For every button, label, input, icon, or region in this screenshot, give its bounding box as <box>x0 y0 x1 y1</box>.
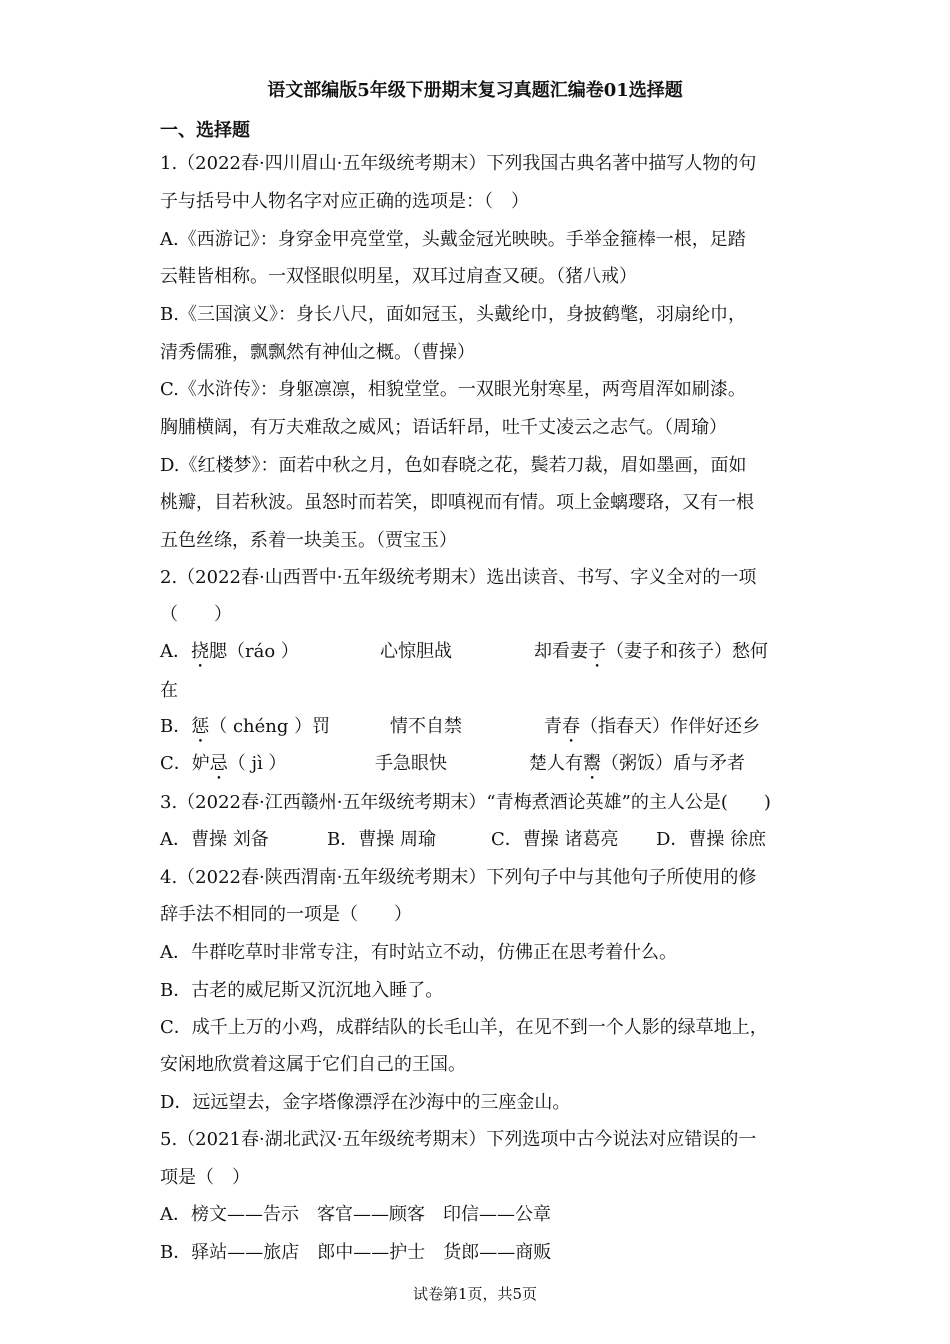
q1-option-d-line3: 五色丝绦，系着一块美玉。（贾宝玉） <box>160 530 457 551</box>
q4-option-c-line2: 安闲地欣赏着这属于它们自己的王国。 <box>160 1054 466 1075</box>
q3-option-c: C．曹操 诸葛亮 <box>491 829 619 850</box>
q2-stem-line1: 2.（2022春·山西晋中·五年级统考期末）选出读音、书写、字义全对的一项 <box>160 567 757 588</box>
q2-c-dotted-char: 忌 <box>209 753 228 774</box>
q2-option-c <box>160 752 287 784</box>
q1-stem-line1: 1.（2022春·四川眉山·五年级统考期末）下列我国古典名著中描写人物的句 <box>160 153 757 174</box>
q4-option-b: B．古老的威尼斯又沉沉地入睡了。 <box>160 980 444 1001</box>
q2-stem-line2: （ ） <box>160 604 232 625</box>
section-heading: 一、选择题 <box>160 120 250 141</box>
q2-option-b <box>160 715 330 747</box>
q2-a-phrase: 心惊胆战 <box>380 641 452 662</box>
q2-b-poem-part1: 青 <box>544 716 562 737</box>
q1-stem-line2: 子与括号中人物名字对应正确的选项是：（ ） <box>160 191 529 212</box>
q3-option-a: A．曹操 刘备 <box>160 829 269 850</box>
q2-b-poem-part2: （指春天）作伴好还乡 <box>580 716 760 737</box>
q2-b-dotted-char: 惩 <box>191 716 210 737</box>
q2-a-word: 腮（ráo ） <box>209 641 299 662</box>
q2-c-poem <box>529 752 745 784</box>
q2-a-poem-dotted: 子 <box>588 641 606 662</box>
q2-a-dotted-char: 挠 <box>191 641 209 662</box>
q5-option-a: A．榜文——告示 客官——顾客 印信——公章 <box>160 1204 551 1225</box>
q4-option-d: D．远远望去，金字塔像漂浮在沙海中的三座金山。 <box>160 1092 571 1113</box>
q2-a-continuation: 在 <box>160 680 178 701</box>
q4-stem-line1: 4.（2022春·陕西渭南·五年级统考期末）下列句子中与其他句子所使用的修 <box>160 867 757 888</box>
q3-option-b: B．曹操 周瑜 <box>327 829 436 850</box>
q2-c-poem-part2: （粥饭）盾与矛者 <box>601 753 745 774</box>
q2-a-poem-part1: 却看妻 <box>534 641 588 662</box>
q2-b-prefix: B． <box>160 716 192 737</box>
q2-c-phrase: 手急眼快 <box>375 753 447 774</box>
q2-b-poem <box>544 715 760 747</box>
q1-option-c-line1: C.《水浒传》：身躯凛凛，相貌堂堂。一双眼光射寒星，两弯眉浑如刷漆。 <box>160 379 746 400</box>
q3-stem: 3.（2022春·江西赣州·五年级统考期末）“青梅煮酒论英雄”的主人公是( ) <box>160 792 771 813</box>
q1-option-d-line1: D.《红楼梦》：面若中秋之月，色如春晓之花，鬓若刀裁，眉如墨画，面如 <box>160 455 747 476</box>
q4-stem-line2: 辞手法不相同的一项是（ ） <box>160 904 412 925</box>
q5-option-b: B．驿站——旅店 郎中——护士 货郎——商贩 <box>160 1242 552 1263</box>
page-title: 语文部编版5年级下册期末复习真题汇编卷01选择题 <box>267 80 683 101</box>
q1-option-d-line2: 桃瓣，目若秋波。虽怒时而若笑，即嗔视而有情。项上金螭璎珞，又有一根 <box>160 492 754 513</box>
q2-c-poem-part1: 楚人有 <box>529 753 583 774</box>
q2-b-poem-dotted: 春 <box>562 716 580 737</box>
q2-a-poem-part2: （妻子和孩子）愁何 <box>606 641 768 662</box>
q2-option-a <box>160 640 299 672</box>
q2-c-word: （ jì ） <box>227 753 287 774</box>
q2-a-poem <box>534 640 768 672</box>
q4-option-c-line1: C．成千上万的小鸡，成群结队的长毛山羊，在见不到一个人影的绿草地上， <box>160 1017 768 1038</box>
q3-option-d: D．曹操 徐庶 <box>656 829 767 850</box>
q5-stem-line1: 5.（2021春·湖北武汉·五年级统考期末）下列选项中古今说法对应错误的一 <box>160 1129 757 1150</box>
q1-option-b-line2: 清秀儒雅，飘飘然有神仙之概。（曹操） <box>160 342 475 363</box>
q1-option-a-line2: 云鞋皆相称。一双怪眼似明星，双耳过肩查又硬。（猪八戒） <box>160 266 637 287</box>
q2-b-word: （ chéng ）罚 <box>209 716 331 737</box>
q2-c-poem-dotted: 鬻 <box>583 753 601 774</box>
q1-option-b-line1: B.《三国演义》：身长八尺，面如冠玉，头戴纶巾，身披鹤氅，羽扇纶巾， <box>160 304 746 325</box>
q5-stem-line2: 项是（ ） <box>160 1167 250 1188</box>
q1-option-a-line1: A.《西游记》：身穿金甲亮堂堂，头戴金冠光映映。手举金箍棒一根，足踏 <box>160 229 746 250</box>
q2-b-phrase: 情不自禁 <box>390 716 462 737</box>
q2-a-prefix: A． <box>160 641 191 662</box>
page-footer: 试卷第1页，共5页 <box>412 1285 538 1303</box>
q4-option-a: A．牛群吃草时非常专注，有时站立不动，仿佛正在思考着什么。 <box>160 942 677 963</box>
q2-c-prefix: C．妒 <box>160 753 210 774</box>
q1-option-c-line2: 胸脯横阔，有万夫难敌之威风；语话轩昂，吐千丈凌云之志气。（周瑜） <box>160 417 727 438</box>
